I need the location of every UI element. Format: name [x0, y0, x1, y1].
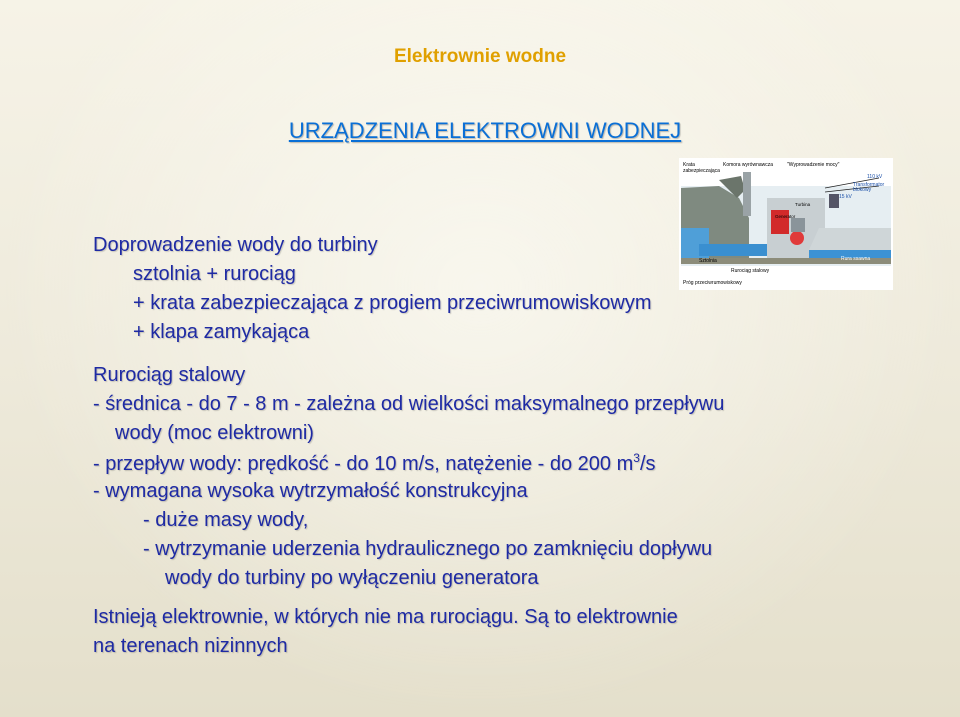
line-wody-turbiny: wody do turbiny po wyłączeniu generatora — [165, 567, 539, 589]
label-turbina: Turbina — [795, 202, 811, 207]
slide-title: Elektrownie wodne — [393, 46, 567, 67]
label-rurociag: Rurociąg stalowy — [731, 268, 770, 274]
hydro-plant-diagram — [679, 158, 893, 290]
line-sztolnia: sztolnia + rurociąg — [133, 263, 296, 285]
line-uderzenie: - wytrzymanie uderzenia hydraulicznego po zamknięciu dopływu — [143, 538, 713, 560]
label-transformator: Transformator — [853, 182, 885, 188]
line-srednica: - średnica - do 7 - 8 m - zależna od wielkości maksymalnego przepływu — [93, 393, 725, 415]
line-heading-rurociag: Rurociąg stalowy — [93, 364, 246, 386]
line-przeplyw-unit: /s — [639, 453, 656, 475]
line-przeplyw-text: - przepływ wody: prędkość - do 10 m/s, natężenie - do 200 m — [93, 453, 634, 475]
line-istnieja: Istnieją elektrownie, w których nie ma rurociągu. Są to elektrownie — [93, 606, 678, 628]
label-sztolnia: Sztolnia — [699, 258, 717, 264]
line-przeplyw-sup: 3 — [633, 451, 640, 465]
line-przeplyw — [93, 451, 656, 476]
line-duze-masy: - duże masy wody, — [143, 509, 309, 531]
label-transformator-2: blokowy — [853, 187, 872, 193]
line-wytrzymalosc: - wymagana wysoka wytrzymałość konstrukcyjna — [93, 480, 528, 502]
label-krata-2: zabezpieczająca — [683, 168, 720, 174]
label-wyprowadzenie: "Wyprowadzenie mocy" — [787, 162, 840, 168]
section-heading: URZĄDZENIA ELEKTROWNI WODNEJ — [288, 118, 682, 143]
line-wody-moc: wody (moc elektrowni) — [115, 422, 314, 444]
label-rura-ssawna: Rura ssawna — [841, 256, 871, 262]
line-krata: + krata zabezpieczająca z progiem przeciwrumowiskowym — [133, 292, 652, 314]
label-krata: Krata — [683, 162, 695, 168]
label-komora: Komora wyrównawcza — [723, 162, 774, 168]
line-heading-doprowadzenie: Doprowadzenie wody do turbiny — [93, 234, 378, 256]
label-15kv: 15 kV — [839, 194, 852, 200]
label-110kv: 110 kV — [867, 174, 883, 180]
line-klapa: + klapa zamykająca — [133, 321, 310, 343]
label-generator: Generator — [775, 214, 796, 219]
label-prog: Próg przeciwrumowiskowy — [683, 280, 742, 286]
line-nizinne: na terenach nizinnych — [93, 635, 288, 657]
